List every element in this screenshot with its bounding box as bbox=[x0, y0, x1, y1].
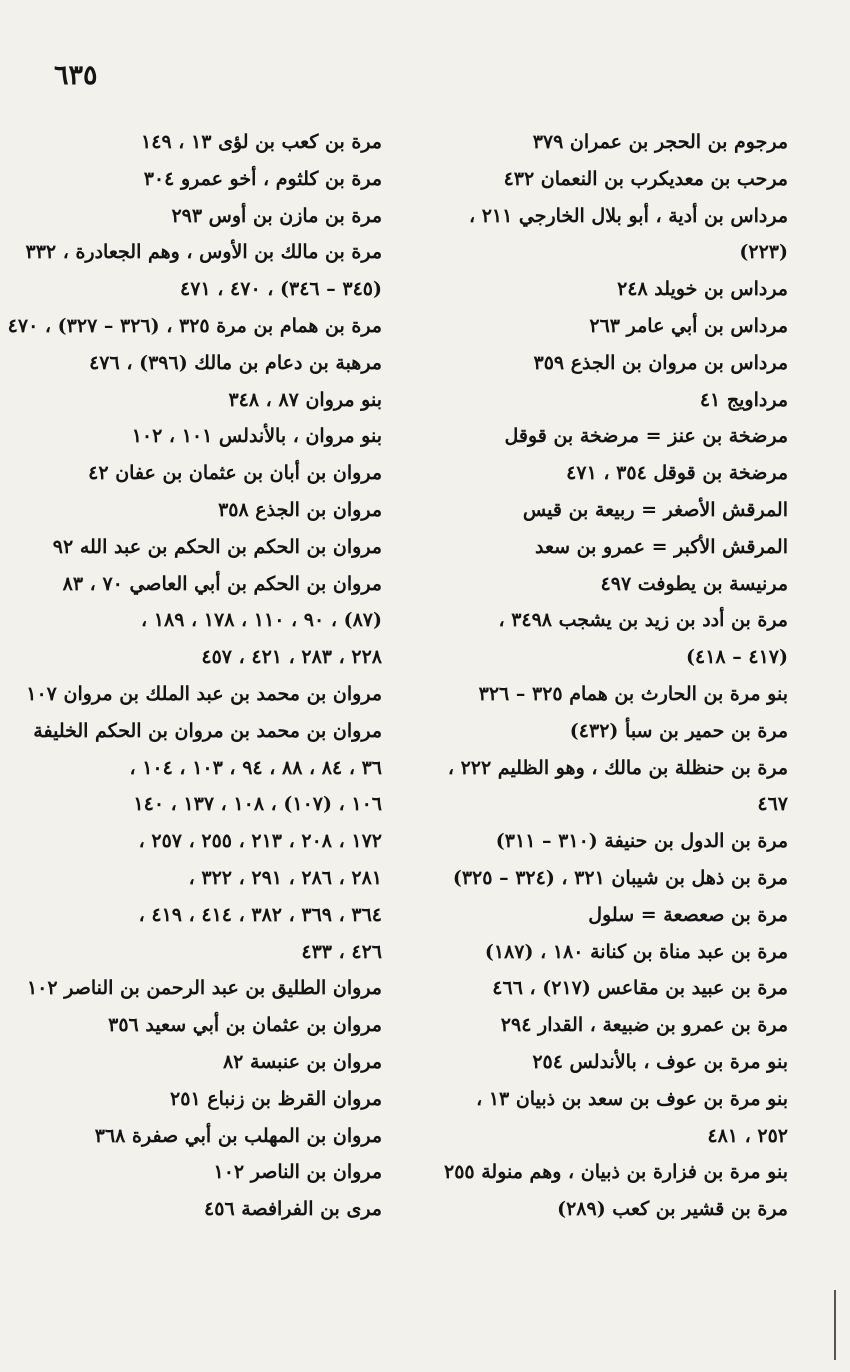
index-entry-line: بنو مروان ، بالأندلس ١٠١ ، ١٠٢ bbox=[131, 425, 382, 448]
index-entry-line: (٤١٧ – ٤١٨) bbox=[686, 646, 788, 669]
index-entry-line: مرداويج ٤١ bbox=[699, 388, 788, 411]
index-entry-line: مروان بن عثمان بن أبي سعيد ٣٥٦ bbox=[108, 1014, 382, 1037]
index-entry-line: مرنيسة بن يطوفت ٤٩٧ bbox=[600, 572, 788, 595]
index-entry-line: مروان بن أبان بن عثمان بن عفان ٤٢ bbox=[88, 462, 382, 485]
index-entry-line: مروان بن الناصر ١٠٢ bbox=[213, 1161, 382, 1184]
index-entry-line: مروان القرظ بن زنباع ٢٥١ bbox=[170, 1087, 382, 1110]
margin-rule bbox=[834, 1290, 836, 1360]
index-entry-line: ١٧٢ ، ٢٠٨ ، ٢١٣ ، ٢٥٥ ، ٢٥٧ ، bbox=[138, 830, 382, 853]
index-entry-line: ٤٢٦ ، ٤٣٣ bbox=[301, 940, 382, 963]
index-entry-line: مرحب بن معديكرب بن النعمان ٤٣٢ bbox=[503, 167, 788, 190]
index-column-right bbox=[428, 124, 788, 1228]
index-entry-line: مروان بن الجذع ٣٥٨ bbox=[218, 498, 382, 521]
index-entry-line: مرة بن ذهل بن شيبان ٣٢١ ، (٣٢٤ – ٣٢٥) bbox=[452, 866, 788, 889]
index-entry-line: مرة بن كعب بن لؤى ١٣ ، ١٤٩ bbox=[141, 131, 382, 153]
index-entry-line: مرة بن أدد بن زيد بن يشجب ٣٤٩٨ ، bbox=[498, 609, 788, 632]
index-entry-line: مرهبة بن دعام بن مالك (٣٩٦) ، ٤٧٦ bbox=[89, 351, 382, 374]
index-entry-line: مرة بن الدول بن حنيفة (٣١٠ – ٣١١) bbox=[495, 830, 788, 853]
index-entry-line: ٤٦٧ bbox=[757, 793, 788, 816]
index-entry-line: مروان بن الحكم بن الحكم بن عبد الله ٩٢ bbox=[52, 535, 382, 558]
index-entry-line: (٣٤٥ – ٣٤٦) ، ٤٧٠ ، ٤٧١ bbox=[180, 278, 382, 301]
index-entry-line: مرة بن قشير بن كعب (٢٨٩) bbox=[557, 1198, 788, 1221]
index-entry-line: مروان بن محمد بن عبد الملك بن مروان ١٠٧ bbox=[26, 682, 382, 705]
index-entry-line: ٣٦ ، ٨٤ ، ٨٨ ، ٩٤ ، ١٠٣ ، ١٠٤ ، bbox=[129, 756, 382, 779]
index-entry-line: ٣٦٤ ، ٣٦٩ ، ٣٨٢ ، ٤١٤ ، ٤١٩ ، bbox=[138, 903, 382, 926]
index-entry-line: مرة بن عمرو بن ضبيعة ، القدار ٢٩٤ bbox=[500, 1014, 788, 1037]
index-entry-line: ٢٢٨ ، ٢٨٣ ، ٤٢١ ، ٤٥٧ bbox=[201, 646, 382, 669]
index-entry-line: مرة بن حنظلة بن مالك ، وهو الظليم ٢٢٢ ، bbox=[447, 756, 788, 779]
index-entry-line: مرضخة بن عنز = مرضخة بن قوقل bbox=[504, 425, 788, 448]
index-entry-line: مرة بن عبيد بن مقاعس (٢١٧) ، ٤٦٦ bbox=[492, 977, 788, 1000]
index-entry-line: بنو مرة بن عوف بن سعد بن ذبيان ١٣ ، bbox=[476, 1087, 788, 1110]
index-entry-line: ١٠٦ ، (١٠٧) ، ١٠٨ ، ١٣٧ ، ١٤٠ bbox=[133, 793, 382, 816]
index-entry-line: مروان بن المهلب بن أبي صفرة ٣٦٨ bbox=[94, 1124, 382, 1147]
index-entry-line: مرداس بن مروان بن الجذع ٣٥٩ bbox=[533, 351, 788, 374]
index-entry-line: مرة بن مازن بن أوس ٢٩٣ bbox=[171, 204, 382, 227]
index-entry-line: مرة بن مالك بن الأوس ، وهم الجعادرة ، ٣٣٢ bbox=[25, 241, 382, 264]
index-entry-line: ٢٥٢ ، ٤٨١ bbox=[707, 1124, 788, 1147]
index-entry-line: مرجوم بن الحجر بن عمران ٣٧٩ bbox=[532, 131, 788, 153]
index-entry-line: مرداس بن أدية ، أبو بلال الخارجي ٢١١ ، bbox=[468, 204, 788, 227]
index-entry-line: مرة بن حمير بن سبأ (٤٣٢) bbox=[569, 719, 788, 742]
index-entry-line: مرة بن صعصعة = سلول bbox=[588, 903, 788, 926]
page-number: ٦٣٥ bbox=[54, 60, 98, 91]
index-entry-line: مرى بن الفرافصة ٤٥٦ bbox=[204, 1198, 382, 1221]
index-entry-line: ٢٨١ ، ٢٨٦ ، ٢٩١ ، ٣٢٢ ، bbox=[188, 866, 382, 889]
index-entry-line: مروان بن عنبسة ٨٢ bbox=[222, 1050, 382, 1073]
index-entry-line: المرقش الأكبر = عمرو بن سعد bbox=[534, 535, 788, 558]
index-entry-line: بنو مرة بن عوف ، بالأندلس ٢٥٤ bbox=[532, 1050, 788, 1073]
index-column-left bbox=[7, 124, 382, 1228]
index-entry-line: مرة بن كلثوم ، أخو عمرو ٣٠٤ bbox=[143, 167, 382, 190]
index-entry-line: (٨٧) ، ٩٠ ، ١١٠ ، ١٧٨ ، ١٨٩ ، bbox=[141, 609, 382, 632]
index-entry-line: المرقش الأصغر = ربيعة بن قيس bbox=[522, 498, 788, 521]
index-entry-line: مرضخة بن قوقل ٣٥٤ ، ٤٧١ bbox=[566, 462, 788, 485]
index-entry-line: مرداس بن خويلد ٢٤٨ bbox=[617, 278, 788, 301]
index-entry-line: بنو مروان ٨٧ ، ٣٤٨ bbox=[228, 388, 382, 411]
index-entry-line: مرة بن عبد مناة بن كنانة ١٨٠ ، (١٨٧) bbox=[484, 940, 788, 963]
index-entry-line: مرداس بن أبي عامر ٢٦٣ bbox=[589, 314, 788, 337]
index-entry-line: بنو مرة بن الحارث بن همام ٣٢٥ – ٣٢٦ bbox=[478, 682, 788, 705]
index-entry-line: مروان الطليق بن عبد الرحمن بن الناصر ١٠٢ bbox=[26, 977, 382, 1000]
index-entry-line: مروان بن الحكم بن أبي العاصي ٧٠ ، ٨٣ bbox=[62, 572, 382, 595]
index-entry-line: مرة بن همام بن مرة ٣٢٥ ، (٣٢٦ – ٣٢٧) ، ٤٧٠ bbox=[7, 314, 382, 337]
index-entry-line: مروان بن محمد بن مروان بن الحكم الخليفة bbox=[33, 719, 382, 742]
index-entry-line: (٢٢٣) bbox=[739, 241, 788, 264]
index-entry-line: بنو مرة بن فزارة بن ذبيان ، وهم منولة ٢٥٥ bbox=[444, 1161, 788, 1184]
